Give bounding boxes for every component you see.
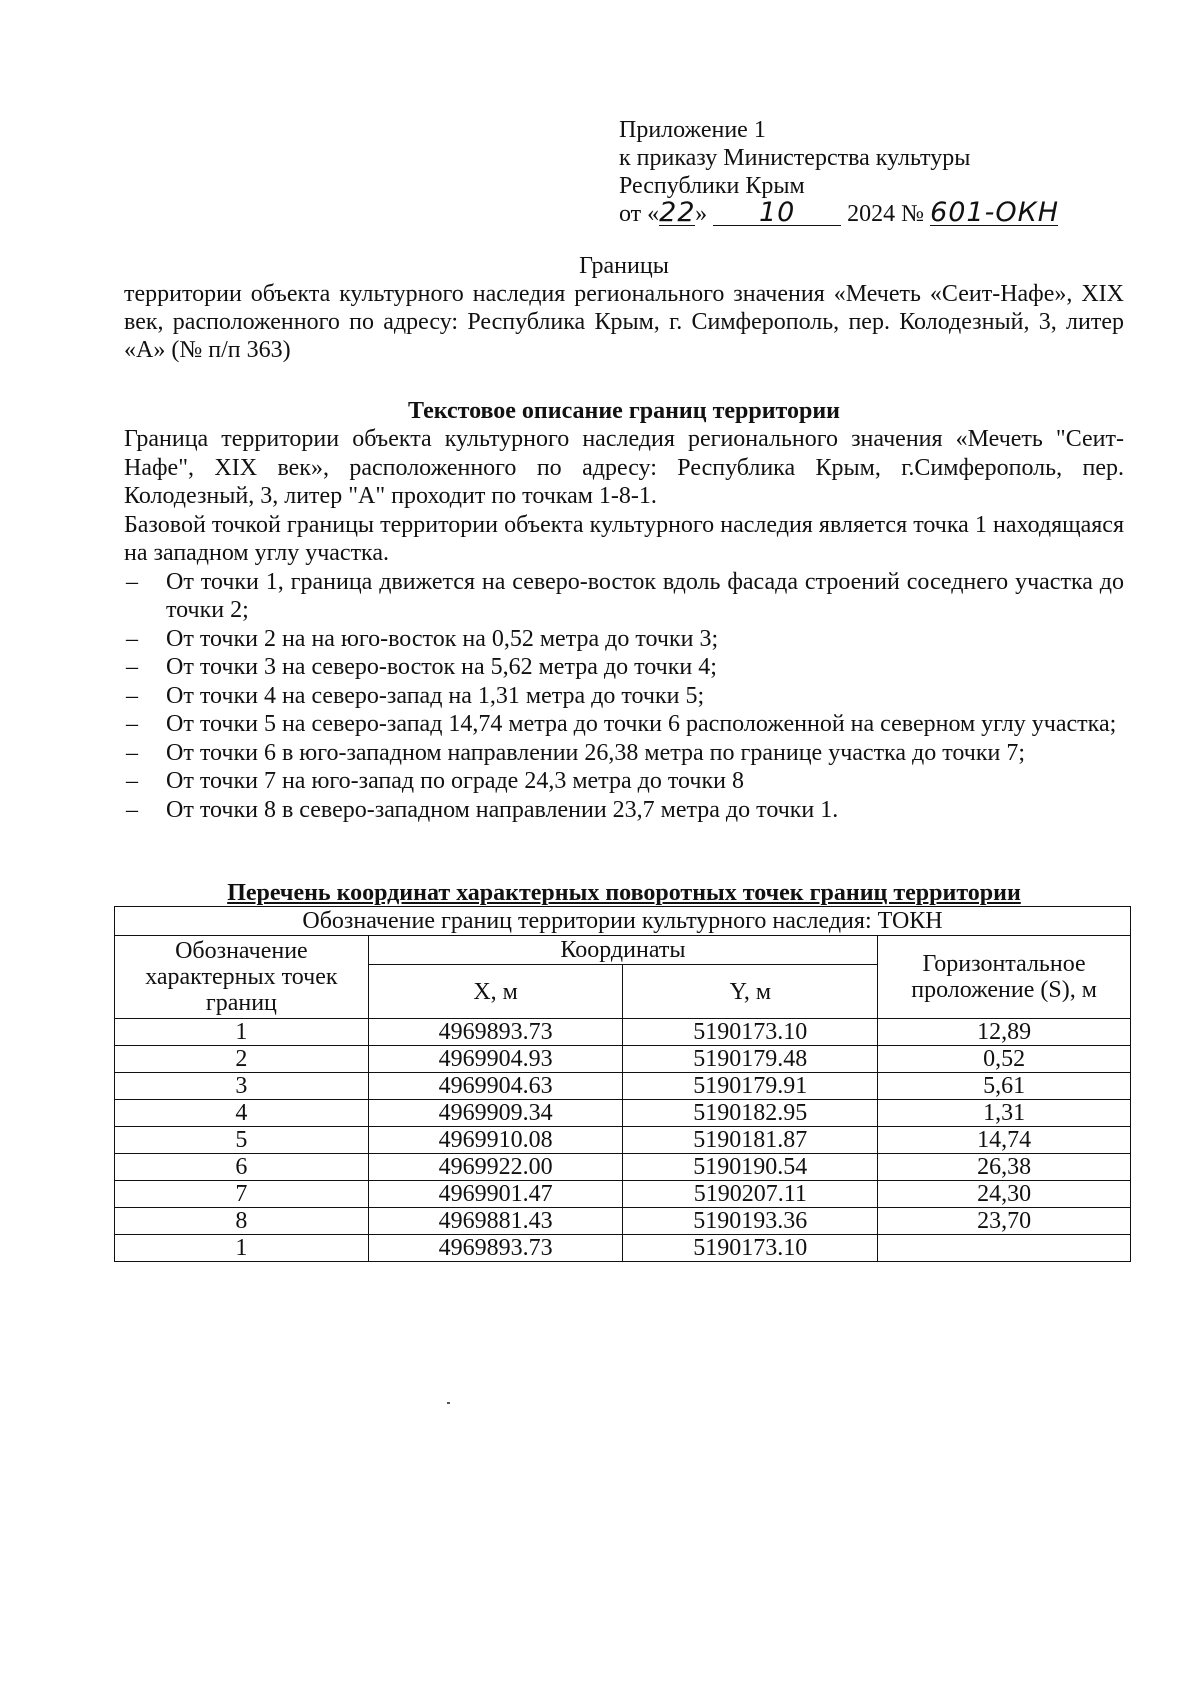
step-text: От точки 3 на северо-восток на 5,62 метра до точки 4; [166,654,717,680]
cell-point: 7 [115,1181,369,1208]
table-row [115,1100,1131,1127]
dash-bullet: – [126,768,138,794]
cell-x: 4969901.47 [368,1181,623,1208]
cell-point: 1 [115,1019,369,1046]
step-text: От точки 8 в северо-западном направлении 23,7 метра до точки 1. [166,796,839,823]
order-number-handwritten: 601-ОКН [930,197,1060,228]
appendix-header [619,116,1139,228]
step-text: От точки 1, граница движется на северо-восток вдоль фасада строений соседнего участка до точки 2; [166,568,1124,623]
boundary-step [124,625,1124,654]
appendix-line-1: Приложение 1 [619,117,766,143]
scan-speck [447,1402,450,1404]
appendix-date-line [619,197,1139,228]
header-coordinates: Координаты [368,936,877,965]
cell-point: 2 [115,1046,369,1073]
cell-s: 26,38 [878,1154,1131,1181]
table-caption: Обозначение границ территории культурного наследия: ТОКН [115,907,1131,936]
boundary-step [124,739,1124,768]
step-text: От точки 2 на на юго-восток на 0,52 метра до точки 3; [166,625,719,652]
header-y: Y, м [623,965,878,1019]
date-mid: » [695,201,708,227]
cell-y: 5190193.36 [623,1208,878,1235]
cell-x: 4969893.73 [368,1235,623,1262]
dash-bullet: – [126,568,138,595]
cell-y: 5190190.54 [623,1154,878,1181]
title-block [124,252,1124,364]
dash-bullet: – [126,739,138,766]
table-row [115,1046,1131,1073]
dash-bullet: – [126,682,138,709]
cell-s: 23,70 [878,1208,1131,1235]
cell-s: 24,30 [878,1181,1131,1208]
cell-x: 4969904.93 [368,1046,623,1073]
step-text: От точки 4 на северо-запад на 1,31 метра до точки 5; [166,682,705,709]
document-heading: Границы [579,253,669,279]
cell-point: 8 [115,1208,369,1235]
cell-s: 14,74 [878,1127,1131,1154]
table-row [115,1208,1131,1235]
cell-point: 5 [115,1127,369,1154]
boundary-step [124,682,1124,711]
appendix-line-2: к приказу Министерства культуры [619,145,971,171]
cell-x: 4969922.00 [368,1154,623,1181]
date-prefix: от « [619,201,660,227]
document-subject: территории объекта культурного наследия регионального значения «Мечеть «Сеит-Нафе», XIX век, расположенного по адресу: Республика Крым, г. Симферополь, пер. Колодезный, 3, литер «А» (№ п/п 363) [124,281,1124,363]
cell-point: 3 [115,1073,369,1100]
cell-s: 5,61 [878,1073,1131,1100]
cell-s [878,1235,1131,1262]
table-row [115,1154,1131,1181]
cell-y: 5190179.91 [623,1073,878,1100]
cell-point: 6 [115,1154,369,1181]
cell-s: 0,52 [878,1046,1131,1073]
cell-point: 1 [115,1235,369,1262]
date-month-handwritten: 10 [713,201,841,226]
cell-y: 5190181.87 [623,1127,878,1154]
boundary-step [124,568,1124,625]
dash-bullet: – [126,654,138,680]
table-body [115,1019,1131,1262]
cell-x: 4969893.73 [368,1019,623,1046]
cell-x: 4969909.34 [368,1100,623,1127]
cell-x: 4969904.63 [368,1073,623,1100]
boundary-step [124,653,1124,682]
coordinates-table-title: Перечень координат характерных поворотных точек границ территории [227,880,1021,906]
date-year: 2024 № [847,201,925,227]
cell-x: 4969881.43 [368,1208,623,1235]
cell-y: 5190182.95 [623,1100,878,1127]
table-row [115,1019,1131,1046]
header-horizontal-distance: Горизонтальное проложение (S), м [878,936,1131,1019]
date-day-handwritten: 22 [659,197,696,228]
coordinates-table [114,906,1131,1262]
boundary-steps-list [124,568,1124,825]
table-row [115,1181,1131,1208]
cell-s: 12,89 [878,1019,1131,1046]
appendix-line-3: Республики Крым [619,173,805,199]
header-point-designation: Обозначение характерных точек границ [115,936,369,1019]
dash-bullet: – [126,796,138,823]
cell-s: 1,31 [878,1100,1131,1127]
boundary-step [124,710,1124,739]
boundary-step [124,796,1124,825]
cell-x: 4969910.08 [368,1127,623,1154]
step-text: От точки 7 на юго-запад по ограде 24,3 метра до точки 8 [166,768,744,794]
description-title: Текстовое описание границ территории [407,398,841,424]
step-text: От точки 5 на северо-запад 14,74 метра до точки 6 расположенной на северном углу участка; [166,711,1117,737]
dash-bullet: – [126,625,138,652]
cell-y: 5190173.10 [623,1235,878,1262]
table-row [115,1127,1131,1154]
description-paragraph-2: Базовой точкой границы территории объекта культурного наследия является точка 1 находящаяся на западном углу участка. [124,511,1124,566]
boundary-step [124,767,1124,796]
cell-point: 4 [115,1100,369,1127]
cell-y: 5190173.10 [623,1019,878,1046]
cell-y: 5190179.48 [623,1046,878,1073]
description-body [124,425,1124,824]
dash-bullet: – [126,711,138,737]
description-paragraph-1: Граница территории объекта культурного наследия регионального значения «Мечеть "Сеит-Нафе", XIX век», расположенного по адресу: Республика Крым, г.Симферополь, пер. Колодезный, 3, литер "А" проходит по точкам 1-8-1. [124,426,1124,509]
cell-y: 5190207.11 [623,1181,878,1208]
table-row [115,1073,1131,1100]
header-x: X, м [368,965,623,1019]
table-row [115,1235,1131,1262]
step-text: От точки 6 в юго-западном направлении 26,38 метра по границе участка до точки 7; [166,739,1026,766]
